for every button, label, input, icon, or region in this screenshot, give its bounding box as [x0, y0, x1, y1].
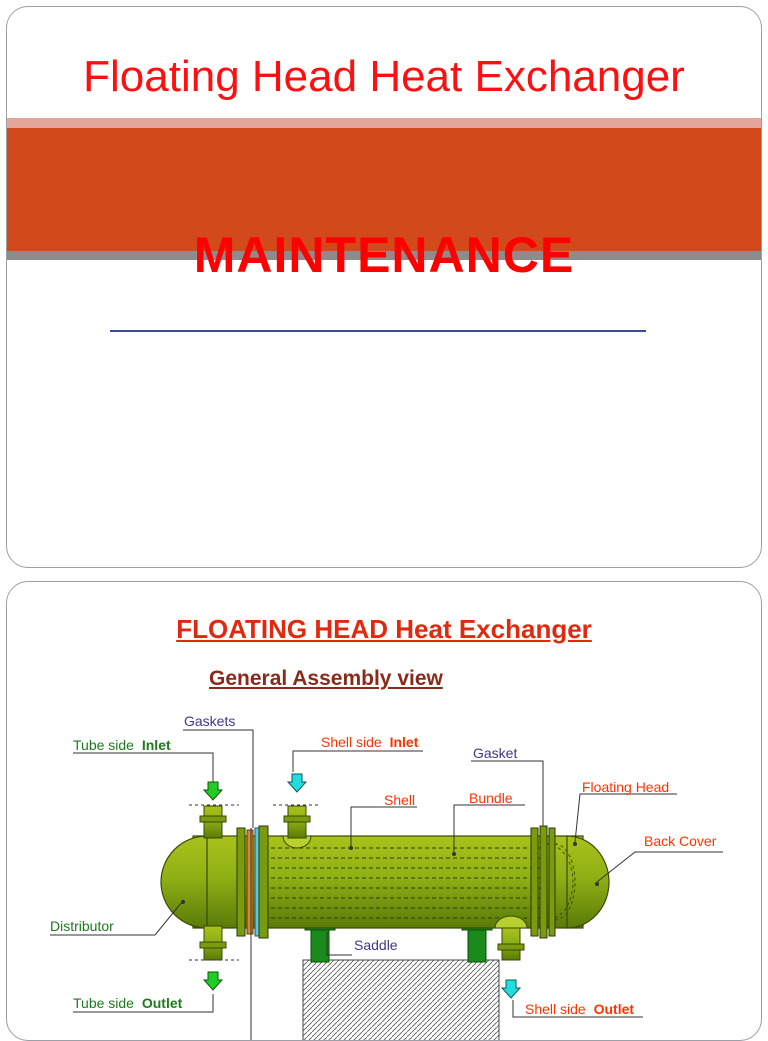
label-shell: Shell	[384, 792, 416, 808]
tube-inlet-nozzle	[189, 782, 239, 838]
gasket-orange	[247, 830, 253, 934]
diagram-subtitle: General Assembly view	[209, 667, 443, 690]
shell-outlet-arrow	[502, 980, 520, 998]
flange-3	[531, 828, 538, 936]
tube-inlet-arrow	[204, 782, 222, 800]
label-back-cover: Back Cover	[644, 833, 717, 849]
flange-4	[540, 826, 547, 938]
heat-exchanger-diagram	[7, 582, 762, 1041]
label-gasket: Gasket	[473, 745, 518, 761]
tube-outlet-arrow	[204, 972, 222, 990]
label-gaskets: Gaskets	[184, 713, 236, 729]
label-tube-inlet: Tube side Inlet	[73, 737, 171, 753]
diagram-title: FLOATING HEAD Heat Exchanger	[176, 614, 592, 644]
slide-subtitle: MAINTENANCE	[193, 227, 575, 283]
distributor-head	[161, 836, 207, 928]
slide-1	[6, 6, 762, 568]
flange-1	[237, 828, 245, 936]
support-block	[303, 960, 499, 1041]
label-bundle: Bundle	[469, 790, 513, 806]
label-distributor: Distributor	[50, 918, 114, 934]
label-tube-outlet: Tube side Outlet	[73, 995, 183, 1011]
label-shell-outlet: Shell side Outlet	[525, 1001, 635, 1017]
label-floating-head: Floating Head	[582, 779, 670, 795]
flange-2	[259, 826, 268, 938]
tube-outlet-nozzle	[189, 926, 239, 990]
shell-outlet-nozzle	[495, 916, 527, 998]
divider-line	[110, 330, 646, 332]
label-shell-inlet: Shell side Inlet	[321, 734, 419, 750]
header-band-light	[7, 118, 761, 128]
gasket-blue	[255, 828, 259, 936]
slide-title: Floating Head Heat Exchanger	[83, 52, 685, 101]
label-saddle: Saddle	[354, 937, 398, 953]
slide-2	[6, 581, 762, 1041]
flange-5	[549, 828, 555, 936]
shell-inlet-arrow	[288, 774, 306, 792]
